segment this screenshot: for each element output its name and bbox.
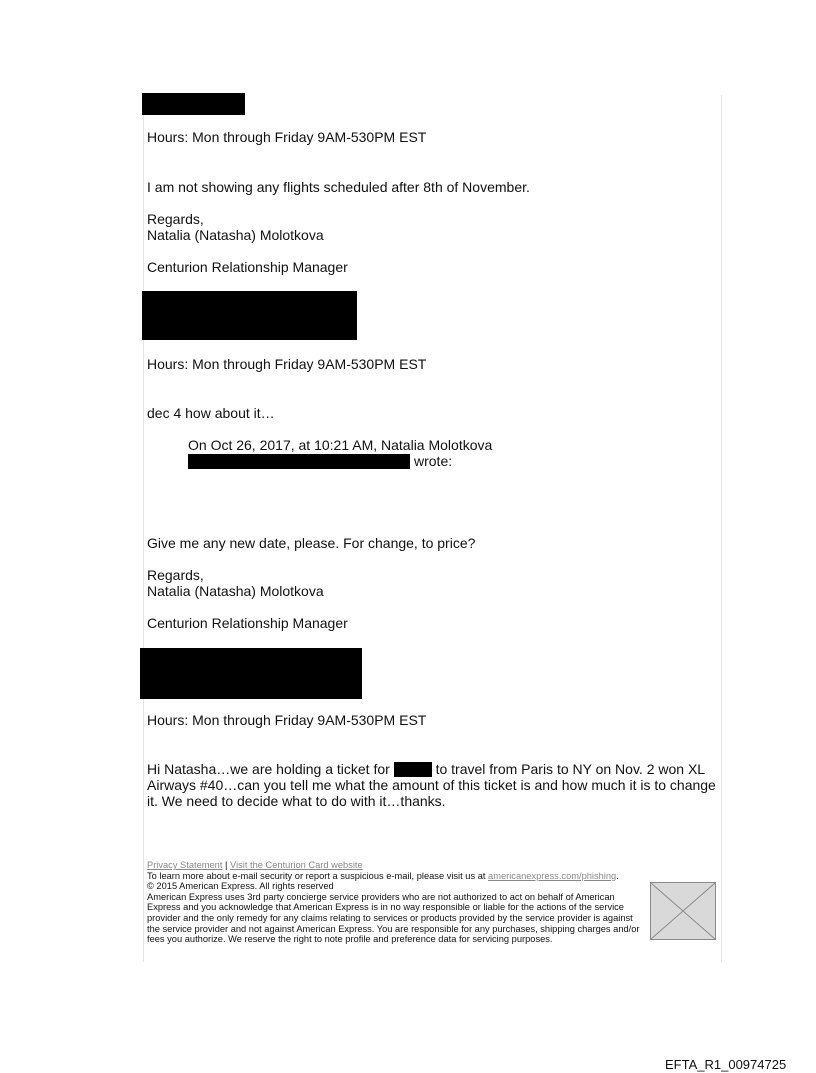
quote-wrote: wrote:	[414, 453, 453, 469]
link-separator: |	[225, 860, 228, 870]
message-body: dec 4 how about it…	[147, 405, 275, 421]
signature-name: Natalia (Natasha) Molotkova	[147, 583, 324, 599]
hours-text: Hours: Mon through Friday 9AM-530PM EST	[147, 356, 427, 372]
message-body-part1: Hi Natasha…we are holding a ticket for	[147, 761, 390, 777]
regards-text: Regards,	[147, 567, 204, 583]
quote-header: On Oct 26, 2017, at 10:21 AM, Natalia Molotkova	[188, 437, 493, 453]
footer-links	[147, 860, 647, 871]
centurion-website-link[interactable]: Visit the Centurion Card website	[230, 860, 363, 870]
phishing-link[interactable]: americanexpress.com/phishing	[488, 870, 617, 881]
signature-title: Centurion Relationship Manager	[147, 259, 348, 275]
signature-title: Centurion Relationship Manager	[147, 615, 348, 631]
redaction-block	[140, 648, 362, 699]
hours-text: Hours: Mon through Friday 9AM-530PM EST	[147, 712, 427, 728]
security-end: .	[616, 870, 619, 881]
message-body-part2: to travel from Paris to NY on Nov. 2 won XL Airways #40…can you tell me what the amount of this ticket is and how much it is to change it. We need to decide what to do with it…thanks.	[147, 761, 716, 809]
security-text: To learn more about e-mail security or report a suspicious e-mail, please visit us at	[147, 870, 486, 881]
message-body: I am not showing any flights scheduled after 8th of November.	[147, 179, 530, 195]
redaction-block	[188, 454, 410, 469]
bates-number: EFTA_R1_00974725	[665, 1057, 787, 1072]
broken-image-icon	[650, 882, 716, 940]
privacy-statement-link[interactable]: Privacy Statement	[147, 860, 223, 870]
hours-text: Hours: Mon through Friday 9AM-530PM EST	[147, 129, 427, 145]
redaction-block	[394, 762, 432, 777]
disclaimer-text: American Express uses 3rd party concierge service providers who are not authorized to act on behalf of American Express and you acknowledge that American Express is in no way responsible or liable for the actions of the service provider and the only remedy for any claims relating to services or products provided by the service provider is against the service provider and not against American Express. You are responsible for any purchases, shipping charges and/or fees you authorize. We reserve the right to note profile and preference data for servicing purposes.	[147, 891, 640, 945]
regards-text: Regards,	[147, 211, 204, 227]
email-footer	[147, 860, 647, 945]
quoted-message-body: Give me any new date, please. For change, to price?	[147, 535, 476, 551]
security-notice	[147, 871, 647, 882]
copyright-text: © 2015 American Express. All rights reserved	[147, 881, 334, 892]
message-body	[147, 761, 719, 809]
redaction-block	[142, 291, 357, 340]
redaction-block	[142, 93, 245, 115]
signature-name: Natalia (Natasha) Molotkova	[147, 227, 324, 243]
email-frame	[143, 95, 722, 962]
